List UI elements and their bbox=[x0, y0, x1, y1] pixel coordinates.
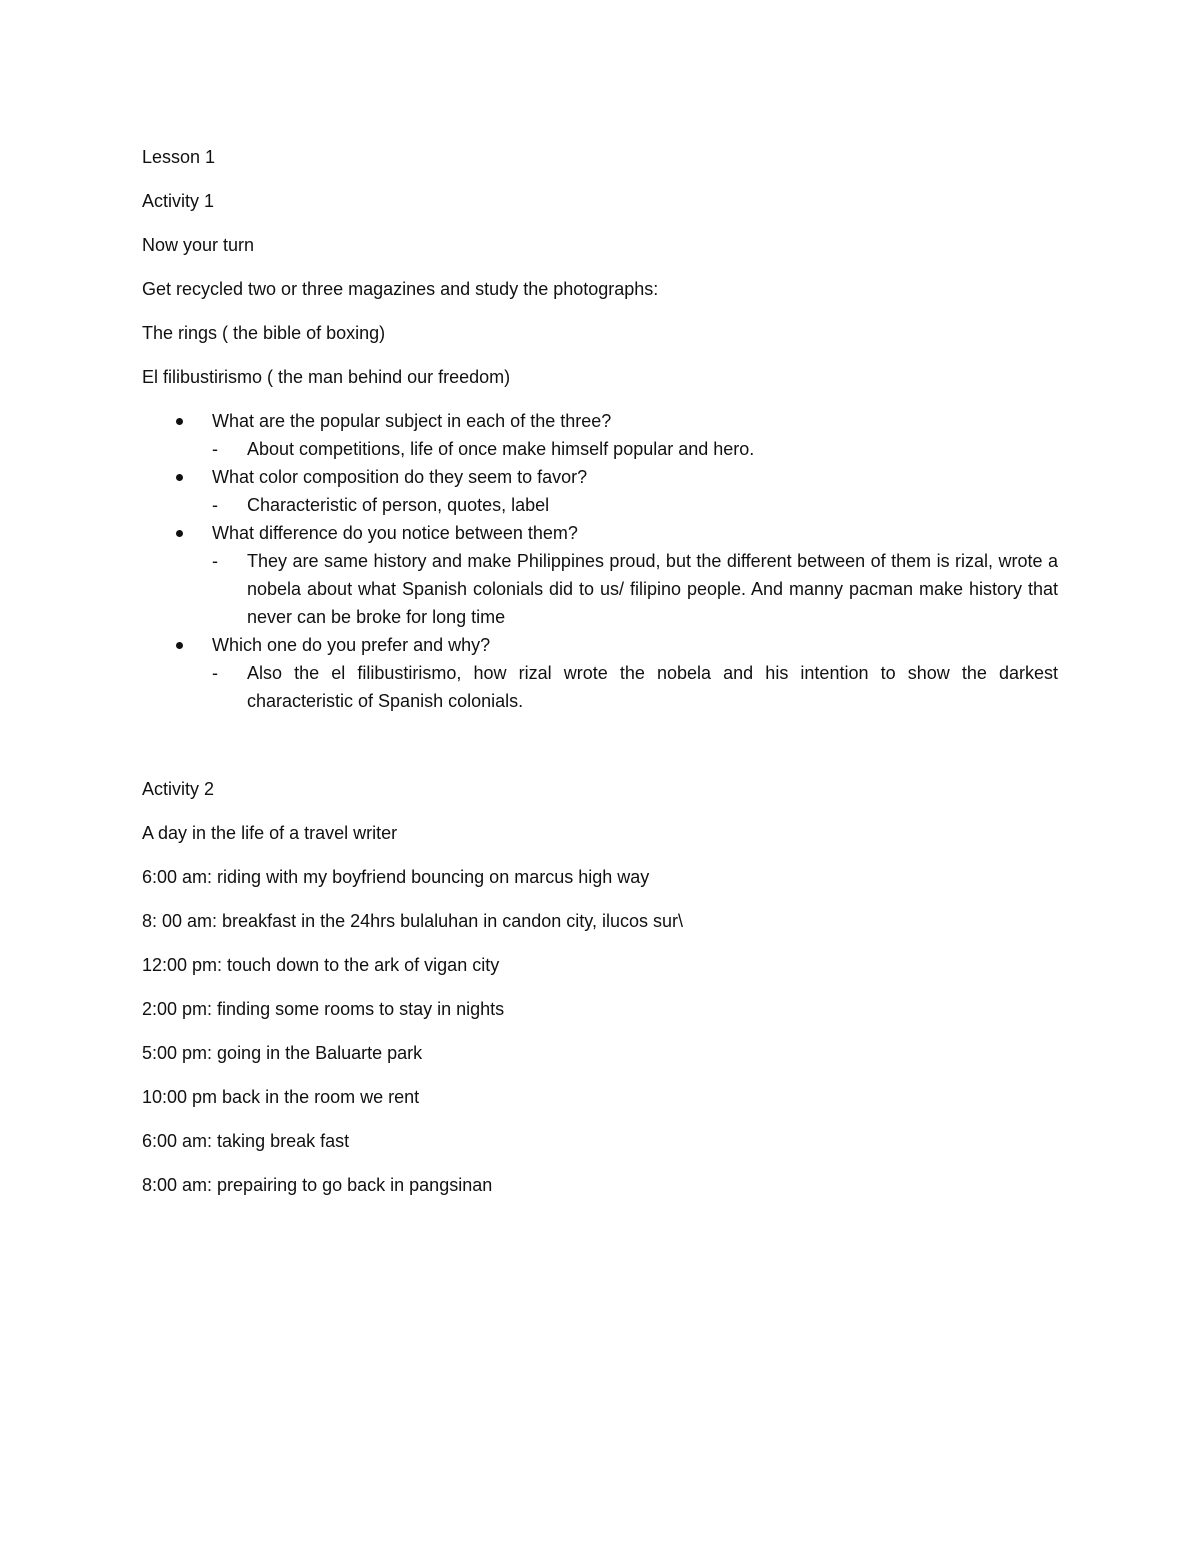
schedule-entry: 5:00 pm: going in the Baluarte park bbox=[142, 1043, 423, 1063]
answer-text: They are same history and make Philippines proud, but the different between of them is rizal, wrote a nobela about what Spanish colonials did to us/ filipino people. And manny pacman make history that never can be broke for long time bbox=[247, 551, 1058, 627]
answer-text-container bbox=[212, 659, 1058, 715]
schedule-entry: 8:00 am: prepairing to go back in pangsinan bbox=[142, 1175, 493, 1195]
question-item bbox=[142, 519, 1058, 631]
bullet-icon bbox=[176, 642, 183, 649]
schedule-entry: 2:00 pm: finding some rooms to stay in nights bbox=[142, 999, 505, 1019]
question-item bbox=[142, 631, 1058, 715]
answer-text: Also the el filibustirismo, how rizal wrote the nobela and his intention to show the darkest characteristic of Spanish colonials. bbox=[247, 663, 1058, 711]
question-item bbox=[142, 463, 1058, 519]
question-text: Which one do you prefer and why? bbox=[212, 635, 491, 655]
dash-marker: - bbox=[212, 551, 218, 571]
dash-marker: - bbox=[212, 495, 218, 515]
question-text: What color composition do they seem to favor? bbox=[212, 467, 588, 487]
question-list bbox=[142, 407, 1058, 715]
bullet-icon bbox=[176, 418, 183, 425]
lesson-title: Lesson 1 bbox=[142, 147, 216, 167]
activity-2-heading: Activity 2 bbox=[142, 779, 215, 799]
dash-marker: - bbox=[212, 663, 218, 683]
schedule-entry: 8: 00 am: breakfast in the 24hrs bulaluhan in candon city, ilucos sur\ bbox=[142, 911, 683, 931]
bullet-icon bbox=[176, 474, 183, 481]
answer-text-container bbox=[212, 547, 1058, 631]
schedule-entry: 6:00 am: taking break fast bbox=[142, 1131, 350, 1151]
question-item bbox=[142, 407, 1058, 463]
activity-1-heading: Activity 1 bbox=[142, 191, 215, 211]
question-text: What difference do you notice between them? bbox=[212, 523, 578, 543]
activity-1-subheading: Now your turn bbox=[142, 235, 255, 255]
answer-text: About competitions, life of once make himself popular and hero. bbox=[247, 439, 755, 459]
section-spacer bbox=[142, 715, 1058, 775]
magazine-item: The rings ( the bible of boxing) bbox=[142, 323, 386, 343]
answer-text-container bbox=[212, 435, 1058, 463]
bullet-icon bbox=[176, 530, 183, 537]
dash-marker: - bbox=[212, 439, 218, 459]
answer-text: Characteristic of person, quotes, label bbox=[247, 495, 550, 515]
schedule-entry: 6:00 am: riding with my boyfriend bouncing on marcus high way bbox=[142, 867, 650, 887]
activity-1-instruction: Get recycled two or three magazines and study the photographs: bbox=[142, 279, 659, 299]
answer-text-container bbox=[212, 491, 1058, 519]
schedule-entry: 12:00 pm: touch down to the ark of vigan city bbox=[142, 955, 500, 975]
magazine-item: El filibustirismo ( the man behind our freedom) bbox=[142, 367, 511, 387]
activity-2-subheading: A day in the life of a travel writer bbox=[142, 823, 398, 843]
schedule-entry: 10:00 pm back in the room we rent bbox=[142, 1087, 420, 1107]
question-text: What are the popular subject in each of the three? bbox=[212, 411, 612, 431]
document-body bbox=[142, 143, 1058, 1215]
